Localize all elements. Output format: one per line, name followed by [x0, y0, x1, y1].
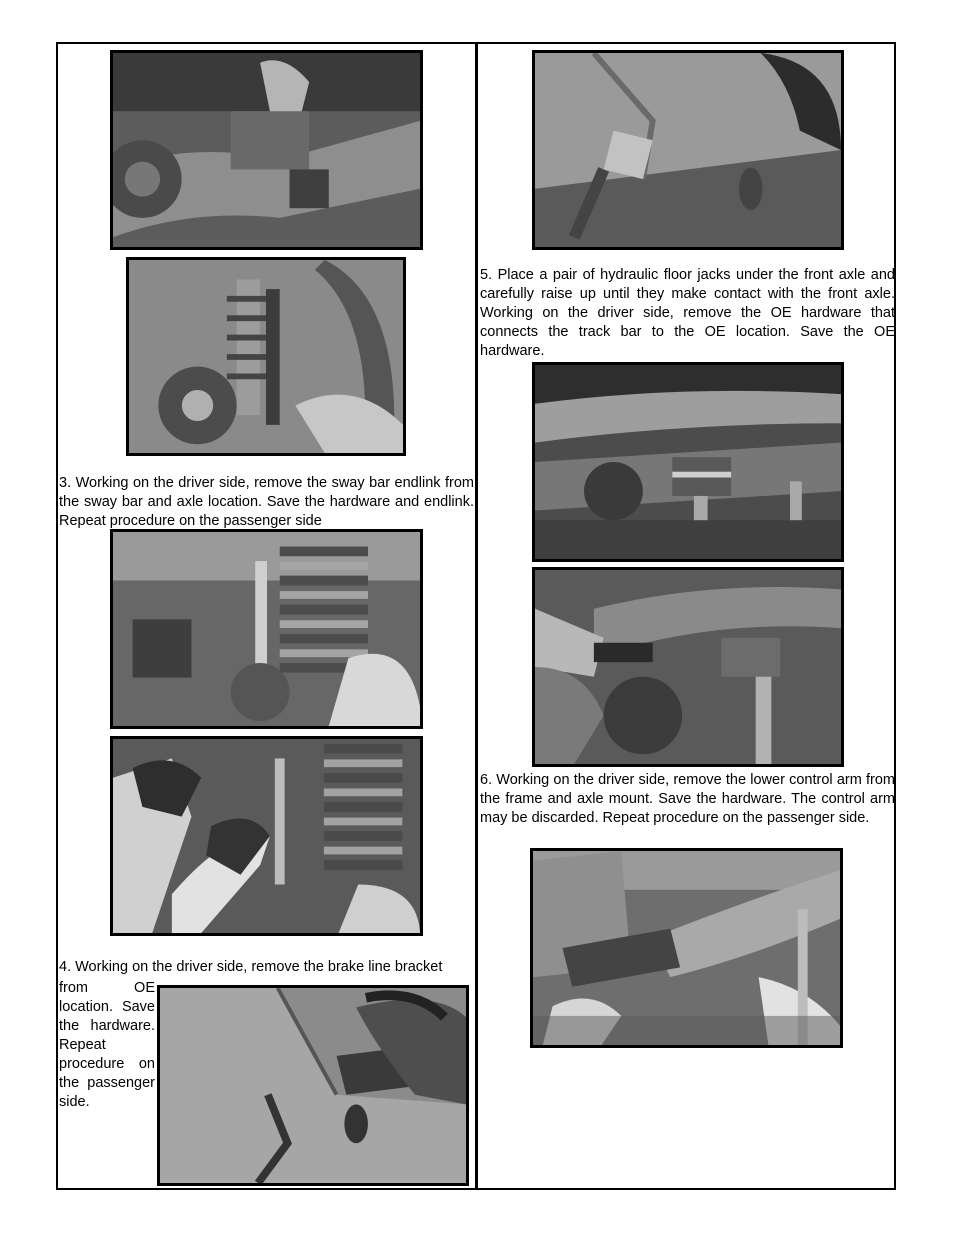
photo-floor-jacks-axle — [532, 362, 844, 562]
step-3-text: 3. Working on the driver side, remove the sway bar endlink from the sway bar and axle location. Save the hardware and endlink. Repeat procedure on the passenger side — [59, 475, 474, 529]
photo-sway-bar-endlink — [110, 529, 423, 729]
step-6-text: 6. Working on the driver side, remove the lower control arm from the frame and axle mount. Save the hardware. The control arm may be discarded. Repeat procedure on the passenger side. — [480, 772, 895, 826]
photo-lower-control-arm-removal — [530, 848, 843, 1048]
photo-brake-line-bracket-closeup — [532, 50, 844, 250]
column-divider — [475, 42, 478, 1190]
step-4-block — [59, 958, 474, 1110]
photo-frame-bracket-removal — [110, 50, 423, 250]
step-4-text-first-line: 4. Working on the driver side, remove the brake line bracket — [59, 959, 443, 975]
photo-track-bar-impact-wrench — [532, 567, 844, 767]
photo-endlink-removal-gloves — [110, 736, 423, 936]
photo-front-suspension-wheel-hub — [126, 257, 406, 456]
step-5-text: 5. Place a pair of hydraulic floor jacks under the front axle and carefully raise up until they make contact with the front axle. Working on the driver side, remove the OE hardware that connects the track bar to the OE location. Save the OE hardware. — [480, 267, 895, 359]
photo-brake-line-bracket-tool — [157, 985, 469, 1186]
step-4-text-rest: from OE location. Save the hardware. Repeat procedure on the passenger side. — [59, 980, 155, 1110]
